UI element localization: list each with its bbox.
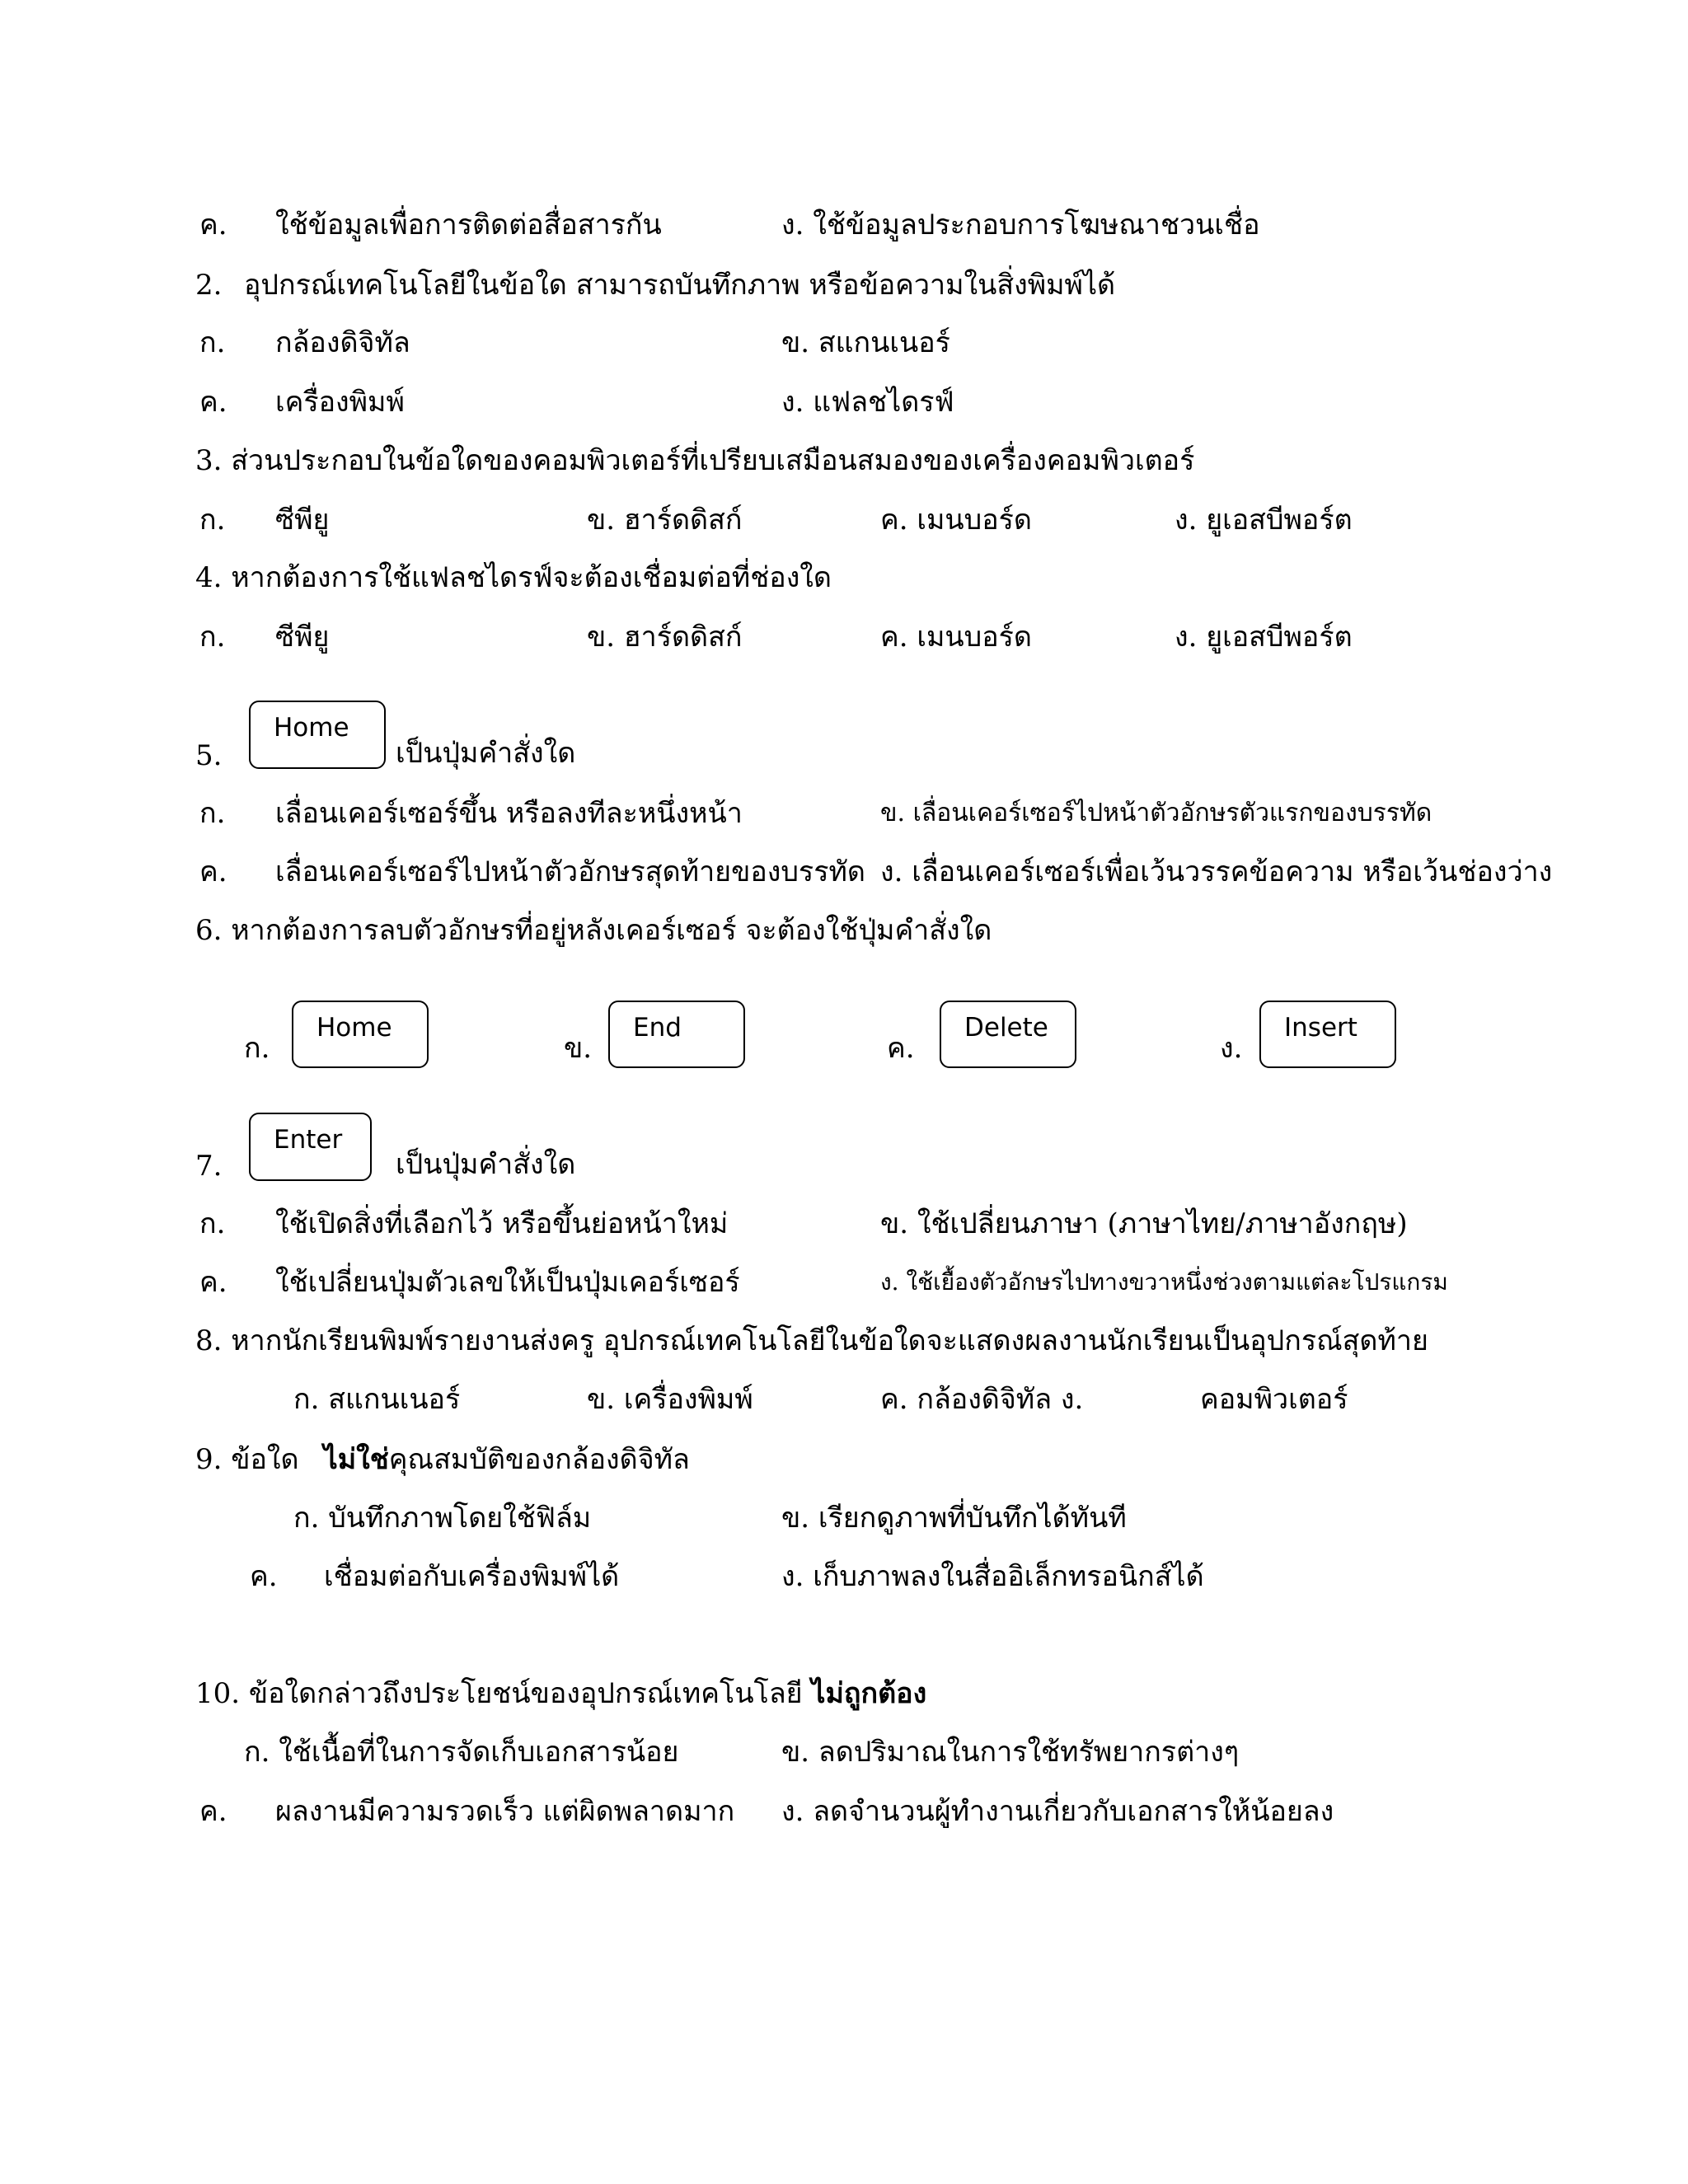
option-d: ง. เก็บภาพลงในสื่ออิเล็กทรอนิกส์ได้ xyxy=(781,1560,1204,1593)
option-letter: ค. xyxy=(199,1266,227,1299)
option-c: ใช้เปลี่ยนปุ่มตัวเลขให้เป็นปุ่มเคอร์เซอร์ xyxy=(275,1266,740,1299)
question-text: อุปกรณ์เทคโนโลยีในข้อใด สามารถบันทึกภาพ หรือข้อความในสิ่งพิมพ์ได้ xyxy=(244,269,1116,302)
option-d: ง. ใช้เยื้องตัวอักษรไปทางขวาหนึ่งช่วงตามแต่ละโปรแกรม xyxy=(880,1268,1448,1296)
option-a: ก. สแกนเนอร์ xyxy=(293,1383,461,1416)
option-letter: ก. xyxy=(199,326,226,359)
insert-key-image: Insert xyxy=(1259,1001,1396,1068)
option-c: ใช้ข้อมูลเพื่อการติดต่อสื่อสารกัน xyxy=(275,209,662,241)
option-b: ข. ใช้เปลี่ยนภาษา (ภาษาไทย/ภาษาอังกฤษ) xyxy=(880,1207,1408,1240)
option-a: ซีพียู xyxy=(275,621,330,654)
option-c: ค. เมนบอร์ด xyxy=(880,621,1032,654)
question-suffix: คุณสมบัติของกล้องดิจิทัล xyxy=(388,1443,690,1476)
option-b: ข. ลดปริมาณในการใช้ทรัพยากรต่างๆ xyxy=(781,1736,1240,1769)
option-d: คอมพิวเตอร์ xyxy=(1200,1383,1348,1416)
option-d: ง. ลดจำนวนผู้ทำงานเกี่ยวกับเอกสารให้น้อยลง xyxy=(781,1795,1334,1828)
option-d: ง. ใช้ข้อมูลประกอบการโฆษณาชวนเชื่อ xyxy=(781,209,1260,241)
option-letter: ก. xyxy=(199,1207,226,1240)
option-c: เชื่อมต่อกับเครื่องพิมพ์ได้ xyxy=(324,1560,620,1593)
option-c: ค. กล้องดิจิทัล ง. xyxy=(880,1383,1084,1416)
option-a: ซีพียู xyxy=(275,504,330,537)
end-key-image: End xyxy=(608,1001,745,1068)
option-letter: ก. xyxy=(199,504,226,537)
option-b: ข. เลื่อนเคอร์เซอร์ไปหน้าตัวอักษรตัวแรกของบรรทัด xyxy=(880,799,1432,827)
option-letter: ก. xyxy=(199,621,226,654)
option-b: ข. ฮาร์ดดิสก์ xyxy=(587,621,743,654)
option-letter: ค. xyxy=(250,1560,278,1593)
option-b: ข. ฮาร์ดดิสก์ xyxy=(587,504,743,537)
option-letter: ค. xyxy=(887,1032,915,1065)
option-c: ผลงานมีความรวดเร็ว แต่ผิดพลาดมาก xyxy=(275,1795,735,1828)
option-letter: ค. xyxy=(199,386,227,419)
option-a: ก. ใช้เนื้อที่ในการจัดเก็บเอกสารน้อย xyxy=(244,1736,679,1769)
option-letter: ก. xyxy=(199,797,226,830)
option-letter: ก. xyxy=(244,1032,270,1065)
option-b: ข. สแกนเนอร์ xyxy=(781,326,950,359)
option-d: ง. เลื่อนเคอร์เซอร์เพื่อเว้นวรรคข้อความ หรือเว้นช่องว่าง xyxy=(880,855,1553,888)
option-a: ใช้เปิดสิ่งที่เลือกไว้ หรือขึ้นย่อหน้าใหม่ xyxy=(275,1207,729,1240)
enter-key-image: Enter xyxy=(249,1113,372,1181)
question-prefix: 10. ข้อใดกล่าวถึงประโยชน์ของอุปกรณ์เทคโนโลยี xyxy=(195,1677,803,1710)
question-prefix: 9. ข้อใด xyxy=(195,1443,299,1476)
option-c: ค. เมนบอร์ด xyxy=(880,504,1032,537)
question-text: 6. หากต้องการลบตัวอักษรที่อยู่หลังเคอร์เซอร์ จะต้องใช้ปุ่มคำสั่งใด xyxy=(195,914,992,947)
option-b: ข. เครื่องพิมพ์ xyxy=(587,1383,753,1416)
option-a: กล้องดิจิทัล xyxy=(275,326,410,359)
option-a: เลื่อนเคอร์เซอร์ขึ้น หรือลงทีละหนึ่งหน้า xyxy=(275,797,743,830)
question-text: 3. ส่วนประกอบในข้อใดของคอมพิวเตอร์ที่เปรียบเสมือนสมองของเครื่องคอมพิวเตอร์ xyxy=(195,444,1195,477)
question-number: 5. xyxy=(195,739,223,772)
question-emphasis: ไม่ใช่ xyxy=(323,1443,389,1476)
option-letter: ค. xyxy=(199,855,227,888)
question-number: 7. xyxy=(195,1150,223,1183)
option-c: เครื่องพิมพ์ xyxy=(275,386,405,419)
option-b: ข. เรียกดูภาพที่บันทึกได้ทันที xyxy=(781,1502,1127,1535)
option-letter: ค. xyxy=(199,1795,227,1828)
option-c: เลื่อนเคอร์เซอร์ไปหน้าตัวอักษรสุดท้ายของบรรทัด xyxy=(275,855,865,888)
question-text: เป็นปุ่มคำสั่งใด xyxy=(396,1148,576,1181)
question-text: 8. หากนักเรียนพิมพ์รายงานส่งครู อุปกรณ์เทคโนโลยีในข้อใดจะแสดงผลงานนักเรียนเป็นอุปกรณ์สุดท้าย xyxy=(195,1324,1428,1357)
delete-key-image: Delete xyxy=(940,1001,1076,1068)
option-d: ง. ยูเอสบีพอร์ต xyxy=(1175,504,1353,537)
question-text xyxy=(195,1443,690,1476)
question-text: เป็นปุ่มคำสั่งใด xyxy=(396,737,576,770)
option-a: ก. บันทึกภาพโดยใช้ฟิล์ม xyxy=(293,1502,592,1535)
home-key-image: Home xyxy=(292,1001,429,1068)
question-emphasis: ไม่ถูกต้อง xyxy=(811,1677,927,1710)
question-text xyxy=(195,1677,927,1710)
option-letter: ง. xyxy=(1220,1032,1243,1065)
home-key-image: Home xyxy=(249,701,386,769)
option-letter: ข. xyxy=(564,1032,593,1065)
question-text: 4. หากต้องการใช้แฟลชไดรฟ์จะต้องเชื่อมต่อที่ช่องใด xyxy=(195,561,832,594)
option-d: ง. ยูเอสบีพอร์ต xyxy=(1175,621,1353,654)
question-number: 2. xyxy=(195,269,223,302)
option-letter: ค. xyxy=(199,209,227,241)
option-d: ง. แฟลชไดรฟ์ xyxy=(781,386,954,419)
